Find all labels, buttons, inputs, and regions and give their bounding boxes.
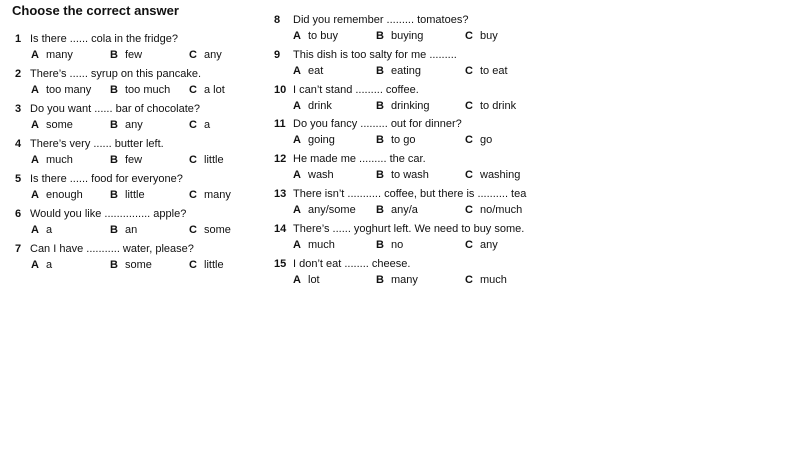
option-letter: B [376,204,384,216]
answer-option[interactable] [110,224,137,236]
option-text: too much [125,84,171,96]
answer-option[interactable] [293,204,356,216]
option-text: to eat [480,64,508,77]
answer-option[interactable] [376,274,418,286]
option-letter: B [376,238,384,251]
answer-option[interactable] [31,84,91,96]
option-letter: B [110,224,118,236]
answer-option[interactable] [465,134,492,146]
question-text: There isn’t ........... coffee, but there is .......... tea [293,188,527,200]
answer-option[interactable] [465,204,522,216]
option-text: some [125,259,152,271]
answer-option[interactable] [293,65,323,77]
answer-option[interactable] [189,119,210,131]
answer-option[interactable] [189,224,231,236]
question-text: There’s ...... syrup on this pancake. [30,68,201,80]
option-letter: B [110,259,118,271]
option-letter: A [31,259,39,271]
option-text: a [46,224,53,236]
option-text: little [125,189,145,201]
option-letter: B [376,169,384,182]
answer-option[interactable] [376,134,415,146]
answer-option[interactable] [110,189,145,201]
question-text: Do you fancy ......... out for dinner? [293,118,462,131]
option-letter: A [31,189,39,201]
question-number: 5 [15,173,22,185]
option-text: lot [308,273,320,286]
question-number: 13 [274,188,287,200]
option-text: buy [480,30,498,42]
option-letter: A [293,169,301,182]
answer-option[interactable] [110,84,170,96]
question-text: I can’t stand ......... coffee. [293,83,419,96]
answer-option[interactable] [189,84,225,96]
question-text: Is there ...... food for everyone? [30,173,183,185]
answer-option[interactable] [293,239,335,251]
option-letter: C [465,204,473,216]
option-letter: B [376,273,384,286]
answer-option[interactable] [465,169,520,181]
question-text: Did you remember ......... tomatoes? [293,14,469,26]
question-number: 7 [15,243,22,255]
option-letter: A [293,64,301,77]
option-letter: A [293,273,301,286]
option-letter: A [31,224,39,236]
option-letter: C [465,30,473,42]
option-letter: A [293,30,301,42]
option-text: drinking [391,99,430,112]
option-letter: A [293,134,301,147]
answer-option[interactable] [376,204,418,216]
option-text: enough [46,189,83,201]
option-text: go [480,134,493,147]
option-text: washing [480,169,521,182]
answer-option[interactable] [465,30,498,42]
option-letter: C [189,154,197,166]
answer-option[interactable] [110,49,142,61]
option-letter: A [31,154,39,166]
option-text: no [391,238,404,251]
question-number: 3 [15,103,22,115]
option-letter: B [376,64,384,77]
option-text: too many [46,84,92,96]
option-letter: A [293,204,301,216]
question-text: I don’t eat ........ cheese. [293,257,411,270]
question-text: There’s ...... yoghurt left. We need to buy some. [293,222,525,235]
option-text: to go [391,134,416,147]
option-text: some [46,119,73,131]
question-text: Do you want ...... bar of chocolate? [30,103,200,115]
answer-option[interactable] [376,100,430,112]
answer-option[interactable] [31,119,73,131]
question-number: 4 [15,138,22,150]
answer-option[interactable] [376,65,421,77]
option-text: few [125,154,143,166]
option-text: drink [308,99,332,112]
answer-option[interactable] [110,119,143,131]
question-number: 10 [274,83,287,96]
option-letter: C [465,169,473,182]
option-letter: C [189,119,197,131]
question-text: He made me ......... the car. [293,153,426,166]
option-text: an [125,224,138,236]
option-text: to drink [480,99,517,112]
option-letter: C [465,273,473,286]
option-text: some [204,224,231,236]
option-text: much [308,238,335,251]
option-text: any [480,238,498,251]
option-letter: A [31,84,39,96]
answer-option[interactable] [293,169,334,181]
option-text: many [46,49,73,61]
answer-option[interactable] [189,49,222,61]
question-number: 12 [274,153,287,166]
option-text: any/a [391,204,418,216]
question-number: 6 [15,208,22,220]
answer-option[interactable] [293,30,338,42]
option-text: to buy [308,30,338,42]
page-title: Choose the correct answer [12,3,179,18]
option-letter: C [189,224,197,236]
option-letter: B [110,189,118,201]
answer-option[interactable] [376,239,403,251]
option-letter: B [110,154,118,166]
answer-option[interactable] [465,100,516,112]
option-letter: C [465,238,473,251]
answer-option[interactable] [465,65,508,77]
answer-option[interactable] [110,259,152,271]
question-number: 15 [274,257,287,270]
answer-option[interactable] [189,189,231,201]
option-text: little [204,154,224,166]
option-text: many [391,273,418,286]
option-text: eat [308,64,324,77]
option-letter: B [110,49,118,61]
option-text: any [125,119,143,131]
option-letter: C [189,259,197,271]
answer-option[interactable] [465,274,507,286]
option-letter: B [110,119,118,131]
question-text: This dish is too salty for me ......... [293,48,457,61]
answer-option[interactable] [293,274,320,286]
option-letter: A [31,119,39,131]
option-letter: C [189,84,197,96]
question-text: There’s very ...... butter left. [30,138,164,150]
option-text: no/much [480,204,523,216]
question-number: 14 [274,222,287,235]
answer-option[interactable] [31,189,83,201]
answer-option[interactable] [293,100,332,112]
option-text: any [204,49,222,61]
option-text: a [204,119,211,131]
answer-option[interactable] [189,154,224,166]
option-letter: B [376,99,384,112]
question-text: Can I have ........... water, please? [30,243,194,255]
option-letter: B [376,30,384,42]
question-number: 9 [274,48,281,61]
option-text: little [204,259,224,271]
answer-option[interactable] [31,259,52,271]
option-letter: A [293,99,301,112]
option-letter: C [189,189,197,201]
question-number: 8 [274,14,281,26]
option-text: many [204,189,231,201]
option-letter: C [465,64,473,77]
question-text: Is there ...... cola in the fridge? [30,33,178,45]
answer-option[interactable] [31,154,73,166]
option-letter: A [31,49,39,61]
option-text: much [480,273,507,286]
option-text: a [46,259,53,271]
option-text: wash [308,169,334,182]
question-number: 11 [274,118,286,131]
option-letter: C [465,134,473,147]
option-text: going [308,134,335,147]
option-letter: B [376,134,384,147]
option-text: eating [391,64,421,77]
option-letter: C [465,99,473,112]
option-text: few [125,49,143,61]
question-number: 2 [15,68,22,80]
answer-option[interactable] [376,169,429,181]
answer-option[interactable] [376,30,423,42]
question-text: Would you like ............... apple? [30,208,187,220]
answer-option[interactable] [31,224,52,236]
answer-option[interactable] [293,134,335,146]
answer-option[interactable] [110,154,142,166]
answer-option[interactable] [189,259,224,271]
answer-option[interactable] [465,239,498,251]
option-text: to wash [391,169,429,182]
option-text: buying [391,30,424,42]
option-letter: B [110,84,118,96]
option-letter: A [293,238,301,251]
option-letter: C [189,49,197,61]
option-text: a lot [204,84,225,96]
question-number: 1 [15,33,22,45]
option-text: much [46,154,73,166]
option-text: any/some [308,204,356,216]
answer-option[interactable] [31,49,73,61]
